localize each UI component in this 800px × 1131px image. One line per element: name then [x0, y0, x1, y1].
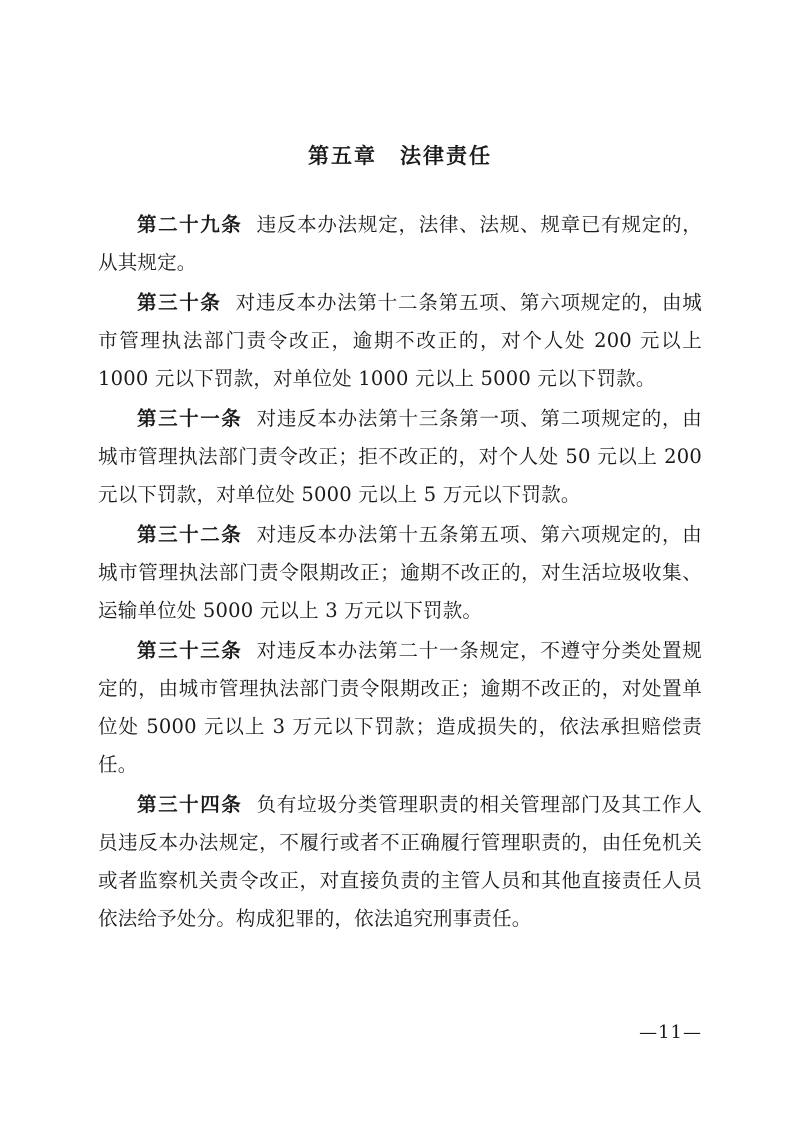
article-label: 第三十一条 [137, 407, 243, 430]
article-text: 违反本办法规定，法律、法规、规章已有规定的，从其规定。 [98, 213, 702, 274]
article-label: 第三十二条 [137, 523, 243, 546]
article-label: 第三十三条 [137, 639, 243, 662]
article-label: 第三十四条 [137, 793, 243, 816]
article-text: 对违反本办法第二十一条规定，不遵守分类处置规定的，由城市管理执法部门责令限期改正；逾期不改正的，对处置单位处 5000 元以上 3 万元以下罚款；造成损失的，依法承担赔偿责任。 [98, 639, 702, 776]
article-paragraph [98, 786, 702, 938]
page-number: —11— [639, 1022, 702, 1043]
article-label: 第三十条 [137, 291, 222, 314]
article-text: 对违反本办法第十三条第一项、第二项规定的，由城市管理执法部门责令改正；拒不改正的，对个人处 50 元以上 200 元以下罚款，对单位处 5000 元以上 5 万元以下罚款。 [98, 407, 702, 506]
article-text: 负有垃圾分类管理职责的相关管理部门及其工作人员违反本办法规定，不履行或者不正确履行管理职责的，由任免机关或者监察机关责令改正，对直接负责的主管人员和其他直接责任人员依法给予处分。构成犯罪的，依法追究刑事责任。 [98, 793, 702, 930]
article-paragraph [98, 516, 702, 630]
article-paragraph [98, 284, 702, 398]
article-paragraph [98, 206, 702, 282]
article-paragraph [98, 632, 702, 784]
page-title: 第五章 法律责任 [308, 143, 492, 168]
article-text: 对违反本办法第十五条第五项、第六项规定的，由城市管理执法部门责令限期改正；逾期不改正的，对生活垃圾收集、运输单位处 5000 元以上 3 万元以下罚款。 [98, 523, 702, 622]
article-paragraph [98, 400, 702, 514]
article-text: 对违反本办法第十二条第五项、第六项规定的，由城市管理执法部门责令改正，逾期不改正的，对个人处 200 元以上 1000 元以下罚款，对单位处 1000 元以上 5000 元以下罚款。 [98, 291, 702, 390]
article-label: 第二十九条 [137, 213, 243, 236]
